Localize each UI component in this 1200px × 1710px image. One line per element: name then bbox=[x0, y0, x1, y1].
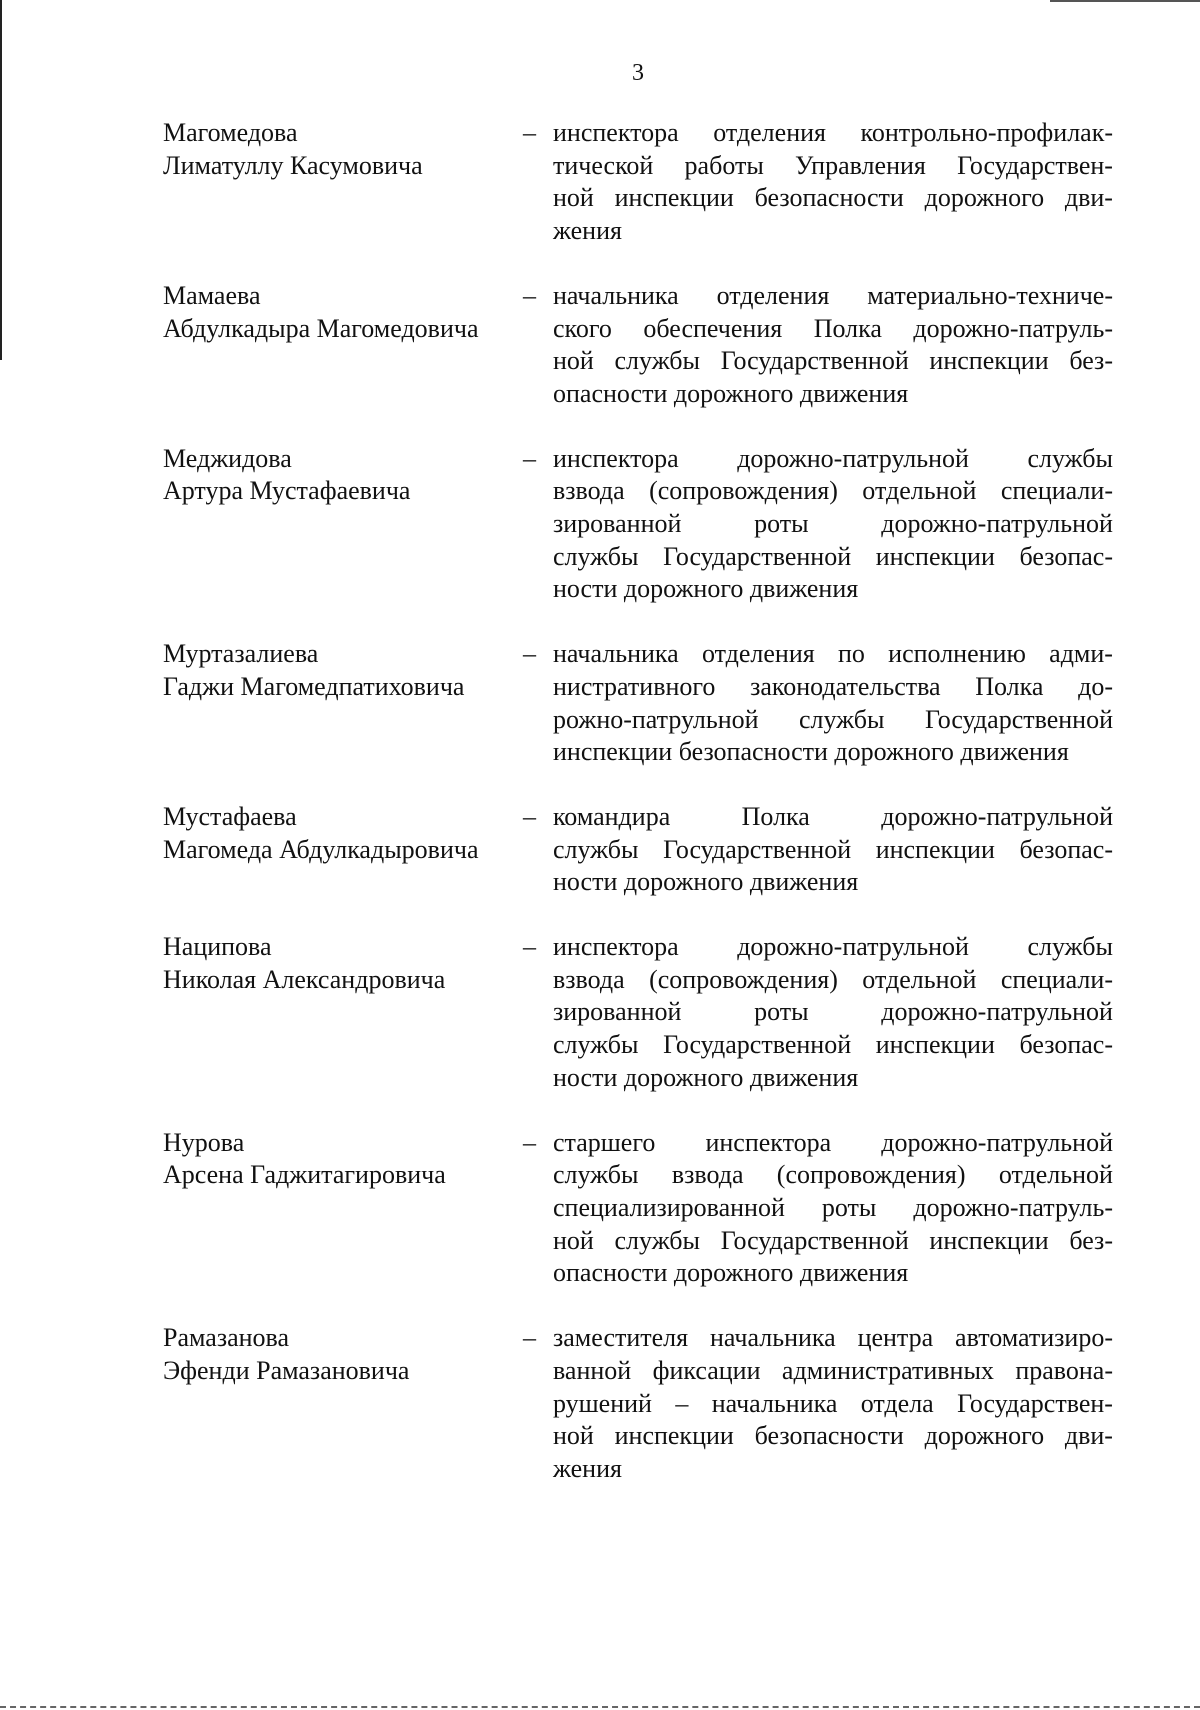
position-line: ной службы Государственной инспекции без- bbox=[553, 346, 1113, 376]
position-line: зированной роты дорожно-патрульной bbox=[553, 997, 1113, 1027]
position-line: службы Государственной инспекции безопас- bbox=[553, 1030, 1113, 1060]
position-description bbox=[553, 801, 1113, 899]
person-name bbox=[163, 638, 523, 703]
position-line: зированной роты дорожно-патрульной bbox=[553, 509, 1113, 539]
position-line: ванной фиксации административных правона- bbox=[553, 1355, 1113, 1385]
person-name bbox=[163, 280, 523, 345]
position-description bbox=[553, 1322, 1113, 1486]
position-line: тической работы Управления Государствен- bbox=[553, 150, 1113, 180]
position-line: старшего инспектора дорожно-патрульной bbox=[553, 1127, 1113, 1157]
position-line: заместителя начальника центра автоматизиро- bbox=[553, 1323, 1113, 1353]
dash-separator: – bbox=[523, 639, 536, 669]
dash-separator: – bbox=[523, 118, 536, 147]
surname-line: Магомедова bbox=[163, 118, 298, 147]
appointment-entry bbox=[163, 280, 1123, 411]
position-line: ной инспекции безопасности дорожного дви- bbox=[553, 1421, 1113, 1451]
appointment-entry bbox=[163, 801, 1123, 899]
position-line: ности дорожного движения bbox=[553, 574, 859, 604]
surname-line: Рамазанова bbox=[163, 1323, 290, 1353]
given-names-line: Магомеда Абдулкадыровича bbox=[163, 834, 479, 864]
position-line: ского обеспечения Полка дорожно-патруль- bbox=[553, 313, 1113, 343]
surname-line: Меджидова bbox=[163, 443, 292, 473]
position-line: ной инспекции безопасности дорожного дви- bbox=[553, 183, 1113, 213]
position-line: рушений – начальника отдела Государствен- bbox=[553, 1388, 1113, 1418]
given-names-line: Артура Мустафаевича bbox=[163, 476, 411, 506]
appointment-entry bbox=[163, 1322, 1123, 1486]
position-line: командира Полка дорожно-патрульной bbox=[553, 801, 1113, 831]
given-names-line: Эфенди Рамазановича bbox=[163, 1355, 410, 1385]
appointment-entry bbox=[163, 1127, 1123, 1291]
position-line: опасности дорожного движения bbox=[553, 1258, 909, 1288]
surname-line: Мамаева bbox=[163, 280, 261, 310]
position-line: инспектора дорожно-патрульной службы bbox=[553, 932, 1113, 962]
appointment-entry bbox=[163, 931, 1123, 1095]
position-line: рожно-патрульной службы Государственной bbox=[553, 704, 1113, 734]
position-line: начальника отделения материально-техниче- bbox=[553, 280, 1113, 310]
given-names-line: Гаджи Магомедпатиховича bbox=[163, 671, 465, 701]
position-line: жения bbox=[553, 1453, 622, 1483]
person-name bbox=[163, 931, 523, 996]
given-names-line: Лиматуллу Касумовича bbox=[163, 150, 423, 180]
position-description bbox=[553, 280, 1113, 411]
scan-edge-top bbox=[1050, 0, 1200, 2]
appointment-list bbox=[163, 117, 1123, 1486]
dash-separator: – bbox=[523, 443, 536, 473]
scan-edge-left bbox=[0, 0, 2, 360]
position-line: службы Государственной инспекции безопас- bbox=[553, 834, 1113, 864]
given-names-line: Николая Александровича bbox=[163, 964, 446, 994]
given-names-line: Арсена Гаджитагировича bbox=[163, 1160, 446, 1190]
position-line: инспектора отделения контрольно-профилак- bbox=[553, 118, 1113, 147]
dash-separator: – bbox=[523, 1323, 536, 1353]
position-description bbox=[553, 117, 1113, 248]
position-line: ности дорожного движения bbox=[553, 1062, 859, 1092]
surname-line: Наципова bbox=[163, 932, 272, 962]
surname-line: Нурова bbox=[163, 1127, 245, 1157]
dash-separator: – bbox=[523, 280, 536, 310]
position-line: опасности дорожного движения bbox=[553, 378, 909, 408]
position-description bbox=[553, 443, 1113, 607]
person-name bbox=[163, 117, 523, 182]
dash-separator: – bbox=[523, 1127, 536, 1157]
dash-separator: – bbox=[523, 801, 536, 831]
position-line: нистративного законодательства Полка до- bbox=[553, 671, 1113, 701]
appointment-entry bbox=[163, 443, 1123, 607]
given-names-line: Абдулкадыра Магомедовича bbox=[163, 313, 479, 343]
scan-edge-bottom bbox=[0, 1706, 1200, 1708]
position-description bbox=[553, 1127, 1113, 1291]
appointment-entry bbox=[163, 117, 1123, 248]
person-name bbox=[163, 443, 523, 508]
position-description bbox=[553, 931, 1113, 1095]
page-number: 3 bbox=[632, 60, 644, 86]
position-line: жения bbox=[553, 216, 622, 246]
person-name bbox=[163, 801, 523, 866]
person-name bbox=[163, 1322, 523, 1387]
position-line: начальника отделения по исполнению адми- bbox=[553, 639, 1113, 669]
position-line: службы взвода (сопровождения) отдельной bbox=[553, 1160, 1113, 1190]
dash-separator: – bbox=[523, 932, 536, 962]
surname-line: Мустафаева bbox=[163, 801, 297, 831]
position-description bbox=[553, 638, 1113, 769]
surname-line: Муртазалиева bbox=[163, 639, 319, 669]
position-line: специализированной роты дорожно-патруль- bbox=[553, 1192, 1113, 1222]
position-line: службы Государственной инспекции безопас- bbox=[553, 541, 1113, 571]
person-name bbox=[163, 1127, 523, 1192]
position-line: взвода (сопровождения) отдельной специали- bbox=[553, 964, 1113, 994]
position-line: взвода (сопровождения) отдельной специали- bbox=[553, 476, 1113, 506]
position-line: инспекции безопасности дорожного движения bbox=[553, 737, 1069, 767]
position-line: ной службы Государственной инспекции без- bbox=[553, 1225, 1113, 1255]
appointment-entry bbox=[163, 638, 1123, 769]
position-line: ности дорожного движения bbox=[553, 867, 859, 897]
position-line: инспектора дорожно-патрульной службы bbox=[553, 443, 1113, 473]
